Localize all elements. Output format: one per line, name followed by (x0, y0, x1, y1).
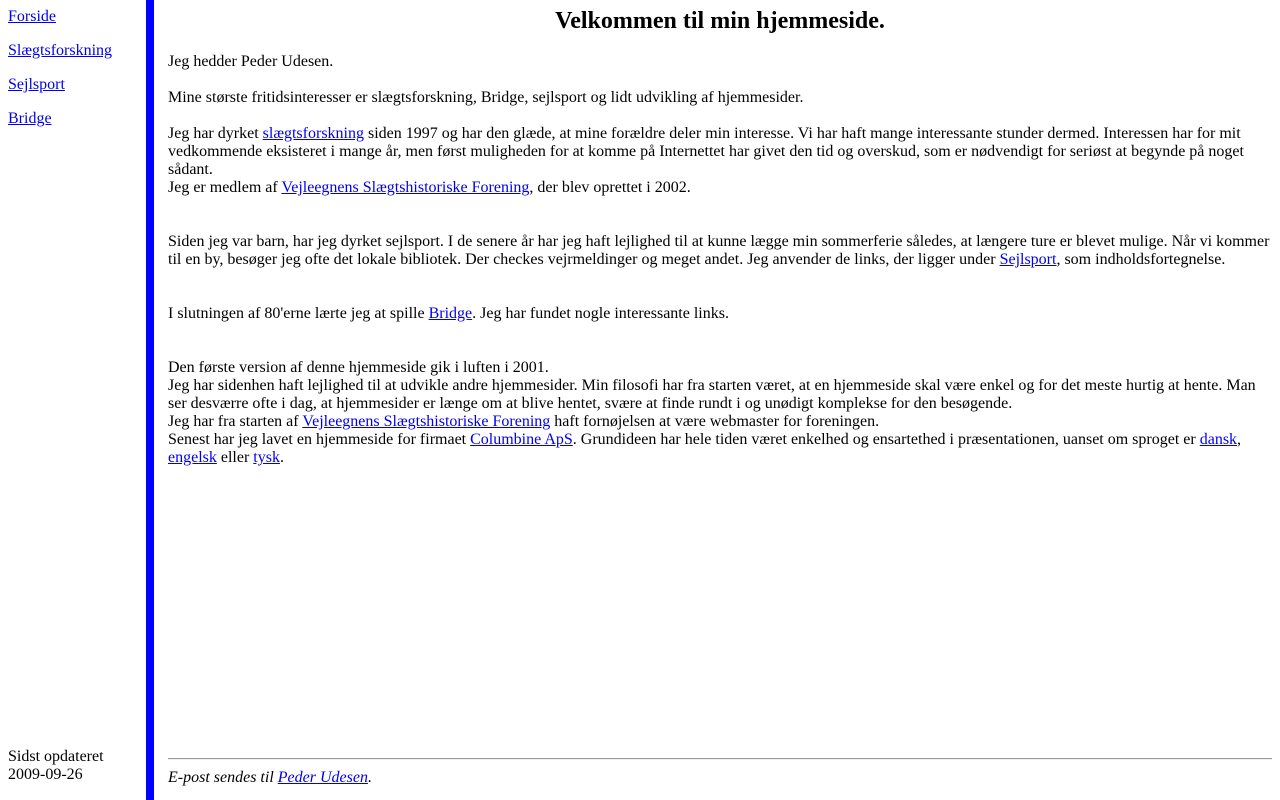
sailing-paragraph: Siden jeg var barn, har jeg dyrket sejlsport. I de senere år har jeg haft lejlighed til at kunne lægge min sommerferie således, at længere ture er blevet mulige. Når vi kommer til en by, besøger jeg ofte det lokale bibliotek. Der checkes vejrmeldinger og meget andet. Jeg anvender de links, der ligger under Sejlsport, som indholdsfortegnelse. (168, 233, 1270, 268)
footer (168, 758, 1272, 787)
genealogy-paragraph: Jeg har dyrket slægtsforskning siden 1997 og har den glæde, at mine forældre deler min interesse. Vi har haft mange interessante stunder dermed. Interessen har for mit vedkommende eksisteret i mange år, men først muligheden for at komme på Internettet har givet den tid og overskud, som er nødvendigt for seriøst at begynde på noget sådant. Jeg er medlem af Vejleegnens Slægtshistoriske Forening, der blev oprettet i 2002. (168, 125, 1244, 196)
page-title: Velkommen til min hjemmeside. (555, 8, 885, 34)
german-link[interactable]: tysk (253, 449, 280, 466)
sailing-link[interactable]: Sejlsport (999, 251, 1057, 268)
nav-link-bridge[interactable]: Bridge (8, 110, 52, 127)
last-updated-date: 2009-09-26 (8, 766, 83, 783)
danish-link[interactable]: dansk (1199, 431, 1238, 448)
society-link[interactable]: Vejleegnens Slægtshistoriske Forening (281, 179, 530, 196)
interests-paragraph: Mine største fritidsinteresser er slægtsforskning, Bridge, sejlsport og lidt udvikling af hjemmesider. (168, 89, 804, 106)
english-link[interactable]: engelsk (168, 449, 217, 466)
nav-link-forside[interactable]: Forside (8, 8, 56, 25)
sidebar-divider-bar (146, 0, 154, 800)
email-link[interactable]: Peder Udesen (277, 769, 368, 786)
society-webmaster-link[interactable]: Vejleegnens Slægtshistoriske Forening (302, 413, 551, 430)
footer-contact: E-post sendes til Peder Udesen. (168, 769, 372, 786)
bridge-link[interactable]: Bridge (428, 305, 473, 322)
sidebar-nav (8, 8, 112, 144)
genealogy-link[interactable]: slægtsforskning (262, 125, 364, 142)
last-updated-label: Sidst opdateret (8, 748, 104, 765)
nav-link-sejlsport[interactable]: Sejlsport (8, 76, 65, 93)
sidebar (0, 0, 146, 800)
nav-link-slaegtsforskning[interactable]: Slægtsforskning (8, 42, 113, 59)
last-updated (8, 748, 104, 784)
main-content (168, 0, 1272, 800)
intro-paragraph: Jeg hedder Peder Udesen. (168, 53, 334, 70)
footer-divider (168, 758, 1272, 760)
columbine-link[interactable]: Columbine ApS (470, 431, 573, 448)
website-paragraph: Den første version af denne hjemmeside gik i luften i 2001. Jeg har sidenhen haft lejlighed til at udvikle andre hjemmesider. Min filosofi har fra starten været, at en hjemmeside skal være enkel og for det meste hurtig at hente. Man ser desværre ofte i dag, at hjemmesider er længe om at blive hentet, svære at finde rundt i og unødigt komplekse for den besøgende. Jeg har fra starten af Vejleegnens Slægtshistoriske Forening haft fornøjelsen at være webmaster for foreningen. Senest har jeg lavet en hjemmeside for firmaet Columbine ApS. Grundideen har hele tiden været enkelhed og ensartethed i præsentationen, uanset om sproget er dansk, engelsk eller tysk. (168, 359, 1256, 466)
bridge-paragraph: I slutningen af 80'erne lærte jeg at spille Bridge. Jeg har fundet nogle interessante links. (168, 305, 729, 322)
